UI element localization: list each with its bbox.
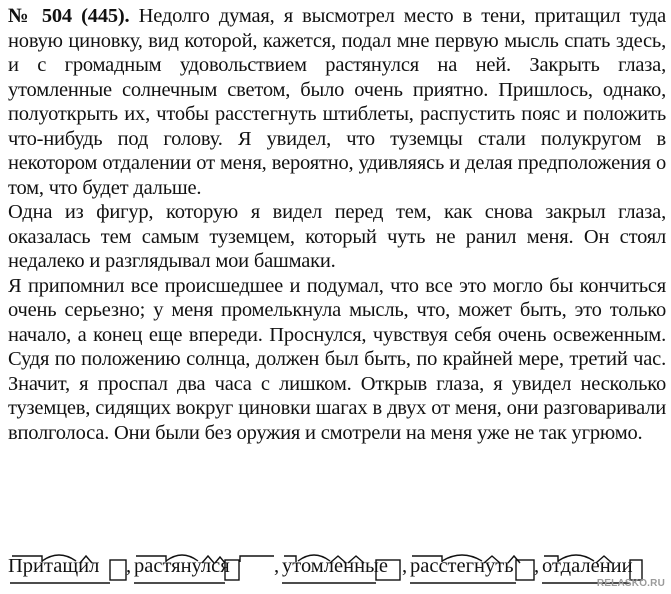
analyzed-word: растянулся (134, 555, 230, 577)
paragraph-text: Недолго думая, я высмотрел место в тени, притащил туда новую циновку, вид которой, кажется, подал мне первую мысль спать здесь, и с громадным удовольствием растянулся на ней. Закрыть глаза, утомленные солнечным светом, было очень приятно. Пришлось, однако, полуоткрыть их, чтобы расстегнуть штиблеты, распустить пояс и положить что-нибудь под голову. Я увидел, что туземцы стали полукругом в некотором отдалении от меня, вероятно, удивляясь и делая предположения о том, что будет дальше. (8, 5, 666, 199)
exercise-paragraph-3: Я припомнил все происшедшее и подумал, что все это могло бы кончиться очень серьезно; у меня промелькнула мысль, что, может быть, это только начало, а конец еще впереди. Проснулся, чувствуя себя очень освеженным. Судя по положению солнца, должен был быть, по крайней мере, третий час. Значит, я проспал два часа с лишком. Открыв глаза, я увидел несколько туземцев, сидящих вокруг циновки шагах в двух от меня, они разговаривали вполголоса. Они были без оружия и смотрели на меня уже не так угрюмо. (8, 274, 666, 444)
exercise-paragraph-2: Одна из фигур, которую я видел перед тем, как снова закрыл глаза, оказалась тем самым туземцем, который чуть не ранил меня. Он стоял недалеко и разглядывал мои башмаки. (8, 201, 666, 272)
site-watermark: RELASKO.RU (596, 578, 665, 589)
ending-box (110, 560, 126, 580)
word-separator: , (402, 555, 408, 577)
analyzed-word: отдалении (542, 555, 633, 577)
word-separator: , (274, 555, 280, 577)
ending-box (516, 560, 534, 580)
analyzed-word: расстегнуть (410, 555, 514, 577)
analyzed-word: Притащил (8, 555, 100, 577)
exercise-paragraph-1 (8, 4, 666, 200)
morphemic-analysis-row (8, 548, 648, 588)
exercise-text (8, 4, 666, 445)
exercise-number: № 504 (445). (8, 5, 130, 27)
analyzed-word: утомленные (282, 555, 388, 577)
word-separator: , (126, 555, 132, 577)
postfix-mark (240, 556, 274, 562)
word-separator: , (534, 555, 540, 577)
